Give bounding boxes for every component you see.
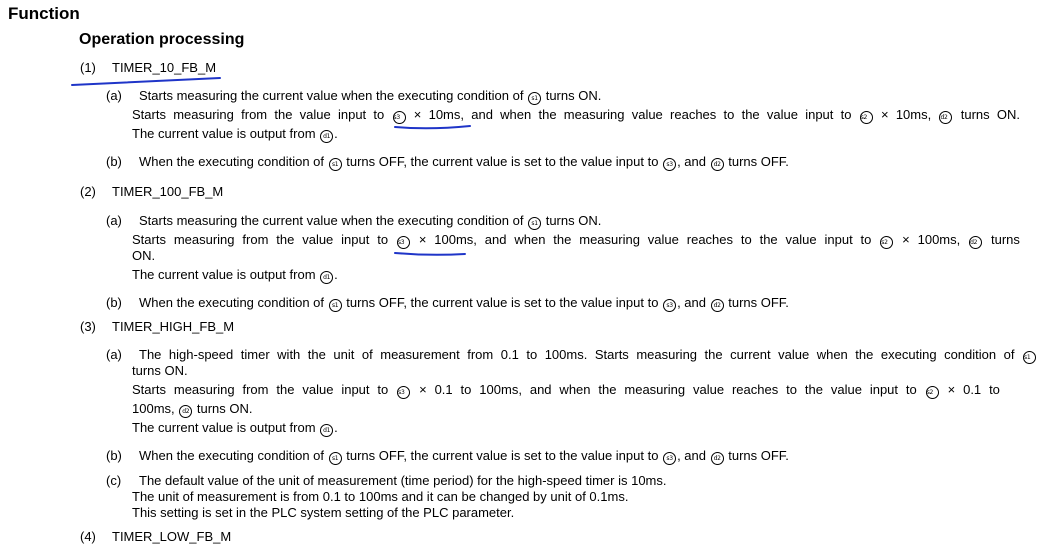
item-number-2: (2) bbox=[80, 184, 96, 199]
sub-label-a: (a) bbox=[106, 347, 122, 362]
operand-d1-icon: d1 bbox=[320, 271, 333, 284]
paragraph-line: The current value is output from d1 . bbox=[132, 267, 338, 282]
operand-s3-icon: s3 bbox=[663, 452, 676, 465]
operand-d2-icon: d2 bbox=[969, 236, 982, 249]
paragraph-line: Starts measuring the current value when the executing condition of s1 turns ON. bbox=[139, 88, 602, 103]
operand-s3-icon: s3 bbox=[393, 111, 406, 124]
paragraph-line: The default value of the unit of measurement (time period) for the high-speed timer is 10ms. bbox=[139, 473, 667, 488]
operand-s1-icon: s1 bbox=[329, 452, 342, 465]
operand-s1-icon: s1 bbox=[528, 92, 541, 105]
sub-label-a: (a) bbox=[106, 213, 122, 228]
paragraph-line: Starts measuring from the value input to s3 × 0.1 to 100ms, and when the measuring value reaches to the value input to s2 × 0.1 to bbox=[132, 382, 1000, 397]
sub-label-b: (b) bbox=[106, 154, 122, 169]
operand-d2-icon: d2 bbox=[939, 111, 952, 124]
paragraph-line: The high-speed timer with the unit of measurement from 0.1 to 100ms. Starts measuring the current value when the executing condition of s1 bbox=[139, 347, 1037, 364]
section-heading-function: Function bbox=[8, 4, 80, 23]
operand-s3-icon: s3 bbox=[397, 236, 410, 249]
paragraph-line: Starts measuring from the value input to s3 × 10ms, and when the measuring value reaches to the value input to s2 × 10ms, d2 turns ON. bbox=[132, 107, 1020, 122]
paragraph-line: turns ON. bbox=[132, 363, 188, 378]
operand-s2-icon: s2 bbox=[860, 111, 873, 124]
paragraph-line: 100ms, d2 turns ON. bbox=[132, 401, 253, 416]
item-title-timer-10: TIMER_10_FB_M bbox=[112, 60, 217, 75]
item-title-timer-low: TIMER_LOW_FB_M bbox=[112, 529, 232, 544]
item-number-4: (4) bbox=[80, 529, 96, 544]
operand-s3-icon: s3 bbox=[663, 299, 676, 312]
operand-s1-icon: s1 bbox=[329, 299, 342, 312]
operand-d1-icon: d1 bbox=[320, 424, 333, 437]
paragraph-line: Starts measuring from the value input to s3 × 100ms, and when the measuring value reaches to the value input to s2 × 100ms, d2 turns bbox=[132, 232, 1020, 247]
operand-s3-icon: s3 bbox=[397, 386, 410, 399]
paragraph-line: When the executing condition of s1 turns OFF, the current value is set to the value input to s3 , and d2 turns OFF. bbox=[139, 295, 789, 310]
operand-d1-icon: d1 bbox=[320, 130, 333, 143]
operand-d2-icon: d2 bbox=[711, 452, 724, 465]
operand-s1-icon: s1 bbox=[1023, 351, 1036, 364]
underline-annotation bbox=[395, 126, 470, 128]
paragraph-line: The current value is output from d1 . bbox=[132, 126, 338, 141]
sub-label-b: (b) bbox=[106, 295, 122, 310]
operand-d2-icon: d2 bbox=[711, 158, 724, 171]
operand-s2-icon: s2 bbox=[926, 386, 939, 399]
operand-s2-icon: s2 bbox=[880, 236, 893, 249]
sub-label-c: (c) bbox=[106, 473, 122, 488]
paragraph-line: When the executing condition of s1 turns OFF, the current value is set to the value input to s3 , and d2 turns OFF. bbox=[139, 448, 789, 463]
underline-annotation bbox=[395, 253, 465, 255]
paragraph-line: Starts measuring the current value when the executing condition of s1 turns ON. bbox=[139, 213, 602, 228]
item-title-timer-100: TIMER_100_FB_M bbox=[112, 184, 224, 199]
item-number-1: (1) bbox=[80, 60, 96, 75]
paragraph-line: The unit of measurement is from 0.1 to 100ms and it can be changed by unit of 0.1ms. bbox=[132, 489, 629, 504]
operand-d2-icon: d2 bbox=[179, 405, 192, 418]
sub-label-b: (b) bbox=[106, 448, 122, 463]
paragraph-line: ON. bbox=[132, 248, 156, 263]
item-number-3: (3) bbox=[80, 319, 96, 334]
paragraph-line: The current value is output from d1 . bbox=[132, 420, 338, 435]
sub-label-a: (a) bbox=[106, 88, 122, 103]
paragraph-line: This setting is set in the PLC system setting of the PLC parameter. bbox=[132, 505, 515, 520]
subheading-operation-processing: Operation processing bbox=[79, 31, 245, 48]
operand-s1-icon: s1 bbox=[528, 217, 541, 230]
operand-s3-icon: s3 bbox=[663, 158, 676, 171]
operand-s1-icon: s1 bbox=[329, 158, 342, 171]
underline-annotation bbox=[72, 78, 220, 85]
paragraph-line: When the executing condition of s1 turns OFF, the current value is set to the value input to s3 , and d2 turns OFF. bbox=[139, 154, 789, 169]
operand-d2-icon: d2 bbox=[711, 299, 724, 312]
item-title-timer-high: TIMER_HIGH_FB_M bbox=[112, 319, 235, 334]
